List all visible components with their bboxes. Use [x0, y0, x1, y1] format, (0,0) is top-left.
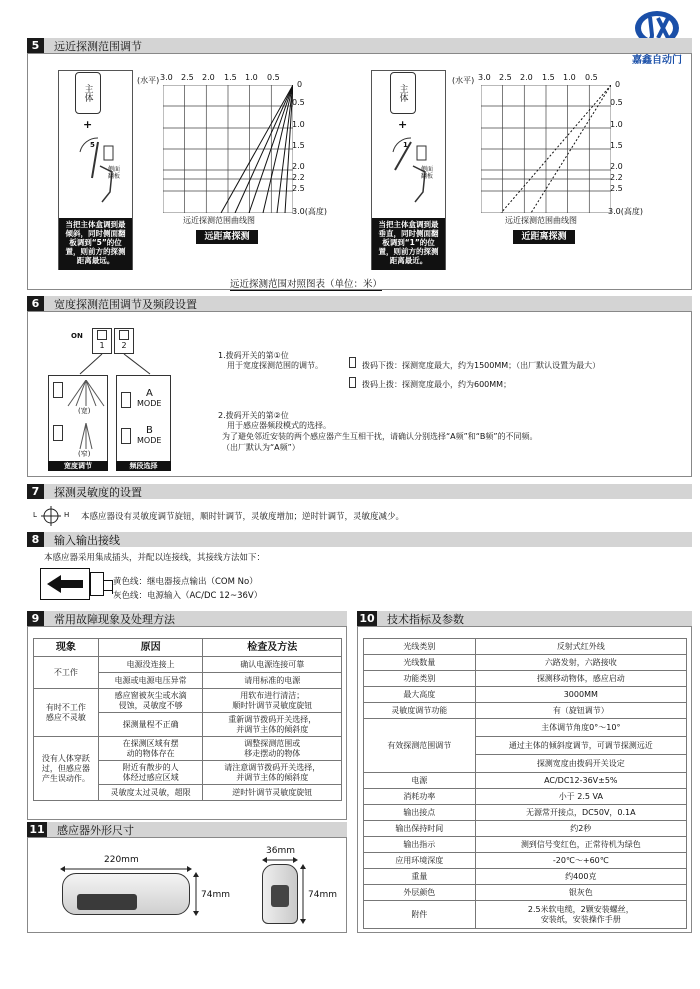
right-y-ticks — [610, 80, 650, 220]
connector-plug — [40, 568, 90, 600]
narrow-switch-icon — [53, 425, 63, 441]
left-curve-label: 远近探测范围曲线图 — [183, 216, 255, 225]
section-10-header — [357, 611, 692, 626]
fault-header-symptom: 现象 — [34, 639, 99, 657]
sensor-side-view — [262, 864, 298, 924]
s7-text: 本感应器设有灵敏度调节旋钮，顺时针调节，灵敏度增加；逆时针调节，灵敏度减少。 — [81, 512, 405, 522]
y-tick: 2.5 — [292, 184, 305, 193]
right-y-max — [608, 206, 643, 217]
dim-width-arrow — [60, 866, 192, 872]
spec-value: 银灰色 — [475, 885, 686, 901]
x-tick: 1.0 — [563, 73, 576, 82]
wire-top — [104, 580, 112, 581]
spec-label: 光线数量 — [364, 655, 476, 671]
dip-1-label: 1 — [99, 341, 105, 350]
fault-table — [33, 638, 342, 801]
section-5-title: 远近探测范围调节 — [54, 39, 142, 53]
spec-value: 小于 2.5 VA — [475, 789, 686, 805]
section-10-number: 10 — [357, 611, 377, 626]
narrow-label: (窄) — [78, 450, 91, 458]
y-tick: 1.0 — [292, 120, 305, 129]
x-tick: 3.0 — [478, 73, 491, 82]
fault-header-method: 检查及方法 — [203, 639, 342, 657]
y-tick: 0 — [297, 80, 303, 89]
y-tick: 3.0 — [292, 207, 305, 216]
right-dial-value: 1 — [403, 141, 408, 149]
left-x-ticks — [160, 73, 295, 85]
s8-intro: 本感应器采用集成插头，并配以连接线，其接线方法如下： — [44, 553, 266, 563]
section-8-header — [27, 532, 692, 547]
section-5-number: 5 — [27, 38, 44, 53]
wire-bottom — [104, 590, 112, 591]
logo-text: 嘉鑫自动门 — [632, 55, 682, 66]
s6-line-5: 2.拨码开关的第②位 — [218, 411, 289, 420]
right-device — [390, 72, 416, 114]
right-range-chart — [481, 85, 611, 213]
spec-value: 约400克 — [475, 869, 686, 885]
sensor-front-view — [62, 873, 190, 915]
fault-method: 用软布进行清洁； 顺时针调节灵敏度旋钮 — [203, 689, 342, 713]
y-tick: 2.2 — [610, 173, 623, 182]
section-9-header — [27, 611, 347, 626]
left-y-max — [292, 206, 327, 217]
y-tick: 2.0 — [292, 162, 305, 171]
spec-value: 六路发射，六路接收 — [475, 655, 686, 671]
spec-label: 最大高度 — [364, 687, 476, 703]
section-7-header — [27, 484, 692, 499]
spec-label: 光线类别 — [364, 639, 476, 655]
y-tick: 1.0 — [610, 120, 623, 129]
left-plus: + — [83, 118, 93, 131]
section-8-title: 输入输出接线 — [54, 533, 120, 547]
y-tick: 2.2 — [292, 173, 305, 182]
switch-connector-lines — [70, 354, 170, 376]
fault-cause: 在探测区域有摆 动的物体存在 — [98, 737, 203, 761]
spec-label: 功能类别 — [364, 671, 476, 687]
fault-method: 请注意调节拨码开关选择， 并调节主体的倾斜度 — [203, 761, 342, 785]
s5-caption: 远近探测范围对照图表（单位：米） — [230, 276, 382, 291]
dim-height-arrow — [193, 872, 199, 916]
dim-height-side: 74mm — [308, 890, 337, 900]
wire-gray: 灰色线：电源输入（AC/DC 12~36V） — [113, 591, 263, 601]
spec-value: 约2秒 — [475, 821, 686, 837]
left-y-ticks — [292, 80, 332, 220]
spec-label: 应用环境深度 — [364, 853, 476, 869]
section-6-header — [27, 296, 692, 311]
tab-width[interactable]: 宽度调节 — [48, 461, 108, 471]
wide-beam-icon — [66, 380, 106, 408]
section-5-header — [27, 38, 692, 53]
section-11-number: 11 — [27, 822, 47, 837]
knob-l-label: L — [33, 511, 37, 519]
y-tick: 2.0 — [610, 162, 623, 171]
spec-label: 输出保持时间 — [364, 821, 476, 837]
dip-switch-1[interactable] — [92, 328, 112, 354]
x-tick: 1.5 — [542, 73, 555, 82]
section-11-header — [27, 822, 347, 837]
y-tick: 0.5 — [610, 98, 623, 107]
fault-header-cause: 原因 — [98, 639, 203, 657]
section-7-number: 7 — [27, 484, 44, 499]
fault-method: 逆时针调节灵敏度旋钮 — [203, 785, 342, 801]
spec-value: 探测移动物体，感应启动 — [475, 671, 686, 687]
section-10-title: 技术指标及参数 — [387, 612, 464, 626]
section-8-number: 8 — [27, 532, 44, 547]
x-tick: 2.5 — [181, 73, 194, 82]
section-9-title: 常用故障现象及处理方法 — [54, 612, 175, 626]
spec-value: -20℃～+60℃ — [475, 853, 686, 869]
spec-value: 2.5米软电缆，2颗安装螺丝， 安装纸，安装操作手册 — [475, 901, 686, 929]
fault-method: 请用标准的电源 — [203, 673, 342, 689]
section-11-title: 感应器外形尺寸 — [57, 823, 134, 837]
wide-label: (宽) — [78, 407, 91, 415]
fault-symptom: 不工作 — [34, 657, 99, 689]
spec-value: 主体调节角度0°～10° — [475, 719, 686, 737]
spec-label: 外层颜色 — [364, 885, 476, 901]
s6-line-6: 用于感应器频段模式的选择。 — [227, 421, 331, 430]
left-note: 当把主体盒调到最倾斜，同时侧面翻板调到“5”的位置，则前方的探测距离最远。 — [59, 218, 132, 270]
mode-b-switch-icon — [121, 428, 131, 444]
spec-label: 有效探测范围调节 — [364, 719, 476, 773]
s6-line-1: 1.拨码开关的第①位 — [218, 351, 289, 360]
spec-label: 电源 — [364, 773, 476, 789]
spec-label: 输出接点 — [364, 805, 476, 821]
x-tick: 2.5 — [499, 73, 512, 82]
dip-up-icon — [349, 377, 356, 388]
arrow-left-icon — [47, 575, 83, 593]
right-side-label: 侧面翻板 — [421, 166, 434, 180]
mode-b-word: MODE — [137, 436, 162, 445]
fault-cause: 电源或电源电压异常 — [98, 673, 203, 689]
right-note: 当把主体盒调到最垂直，同时侧面翻板调到“1”的位置，则前方的探测距离最近。 — [372, 218, 445, 270]
s6-line-3: 拨码下拨：探测宽度最大，约为1500MM；（出厂默认设置为最大） — [362, 361, 601, 370]
right-curve-label: 远近探测范围曲线图 — [505, 216, 577, 225]
spec-value: 探测宽度由拨码开关设定 — [475, 755, 686, 773]
section-6-title: 宽度探测范围调节及频段设置 — [54, 297, 197, 311]
spec-label: 灵敏度调节功能 — [364, 703, 476, 719]
section-7-title: 探测灵敏度的设置 — [54, 485, 142, 499]
y-tick: 3.0 — [608, 207, 621, 216]
sensitivity-knob-icon[interactable] — [40, 505, 62, 527]
x-tick: 2.0 — [520, 73, 533, 82]
y-tick: 0 — [615, 80, 621, 89]
x-tick: 0.5 — [267, 73, 280, 82]
wire-yellow: 黄色线：继电器接点输出（COM No） — [113, 577, 258, 587]
dip-2-slider-icon — [119, 330, 129, 340]
right-axis-unit: (水平) — [452, 76, 475, 85]
right-plus: + — [398, 118, 408, 131]
left-device — [75, 72, 101, 114]
fault-method: 确认电源连接可靠 — [203, 657, 342, 673]
tab-freq[interactable]: 频段选择 — [116, 461, 171, 471]
right-device-label: 主体 — [397, 84, 408, 102]
right-mode-label: 近距离探测 — [513, 230, 575, 244]
mode-a-letter: A — [146, 388, 153, 399]
sensor-window — [77, 894, 137, 910]
left-y-unit: (高度) — [304, 207, 327, 216]
x-tick: 1.5 — [224, 73, 237, 82]
fault-symptom: 有时不工作 感应不灵敏 — [34, 689, 99, 737]
s6-line-4: 拨码上拨：探测宽度最小，约为600MM； — [362, 380, 512, 389]
wide-switch-icon — [53, 382, 63, 398]
x-tick: 0.5 — [585, 73, 598, 82]
spec-value: AC/DC12-36V±5% — [475, 773, 686, 789]
spec-label: 重量 — [364, 869, 476, 885]
fault-symptom: 没有人体穿跃 过，但感应器 产生误动作。 — [34, 737, 99, 801]
fault-cause: 感应窗被灰尘或水滴 侵蚀，灵敏度不够 — [98, 689, 203, 713]
dim-width: 220mm — [104, 855, 139, 865]
dim-depth: 36mm — [266, 846, 295, 856]
y-tick: 1.5 — [610, 141, 623, 150]
y-tick: 0.5 — [292, 98, 305, 107]
left-device-label: 主体 — [82, 84, 93, 102]
spec-table — [363, 638, 687, 929]
y-tick: 2.5 — [610, 184, 623, 193]
left-mode-label: 远距离探测 — [196, 230, 258, 244]
section-9-number: 9 — [27, 611, 44, 626]
left-axis-unit: (水平) — [137, 76, 160, 85]
freq-select-box — [116, 375, 171, 465]
fault-cause: 灵敏度太过灵敏，超限 — [98, 785, 203, 801]
mode-b-letter: B — [146, 425, 153, 436]
fault-cause: 附近有散步的人 体经过感应区域 — [98, 761, 203, 785]
s6-line-7: 为了避免邻近安装的两个感应器产生互相干扰，请确认分别选择“A频”和“B频”的不同频。 — [222, 432, 538, 441]
dip-1-slider-icon — [97, 330, 107, 340]
fault-method: 重新调节拨码开关选择， 并调节主体的倾斜度 — [203, 713, 342, 737]
fault-cause: 电源没连接上 — [98, 657, 203, 673]
sensor-side-window — [271, 885, 289, 907]
dim-height-side-arrow — [300, 864, 306, 924]
switch-on-label: ON — [71, 332, 83, 340]
spec-label: 消耗功率 — [364, 789, 476, 805]
spec-value: 通过主体的倾斜度调节，可调节探测远近 — [475, 737, 686, 755]
spec-label: 输出指示 — [364, 837, 476, 853]
mode-a-switch-icon — [121, 392, 131, 408]
right-x-ticks — [478, 73, 613, 85]
section-6-number: 6 — [27, 296, 44, 311]
spec-value: 反射式红外线 — [475, 639, 686, 655]
dip-2-label: 2 — [121, 341, 127, 350]
spec-value: 有（旋钮调节） — [475, 703, 686, 719]
fault-cause: 探测量程不正确 — [98, 713, 203, 737]
left-side-label: 侧面翻板 — [108, 166, 121, 180]
x-tick: 1.0 — [245, 73, 258, 82]
left-dial-value: 5 — [90, 141, 95, 149]
left-range-chart — [163, 85, 293, 213]
s6-line-2: 用于宽度探测范围的调节。 — [227, 361, 323, 370]
x-tick: 2.0 — [202, 73, 215, 82]
dim-height-front: 74mm — [201, 890, 230, 900]
dip-switch-2[interactable] — [114, 328, 134, 354]
connector-body — [90, 572, 104, 596]
narrow-beam-icon — [66, 423, 106, 451]
knob-h-label: H — [64, 511, 70, 519]
dim-depth-arrow — [262, 857, 298, 863]
spec-value: 测到信号变红色，正常待机为绿色 — [475, 837, 686, 853]
spec-value: 3000MM — [475, 687, 686, 703]
dip-down-icon — [349, 357, 356, 368]
y-tick: 1.5 — [292, 141, 305, 150]
fault-method: 调整探测范围或 移走摆动的物体 — [203, 737, 342, 761]
x-tick: 3.0 — [160, 73, 173, 82]
s6-line-8: （出厂默认为“A频”） — [222, 443, 300, 452]
mode-a-word: MODE — [137, 399, 162, 408]
spec-label: 附件 — [364, 901, 476, 929]
right-y-unit: (高度) — [620, 207, 643, 216]
spec-value: 无源常开接点，DC50V，0.1A — [475, 805, 686, 821]
